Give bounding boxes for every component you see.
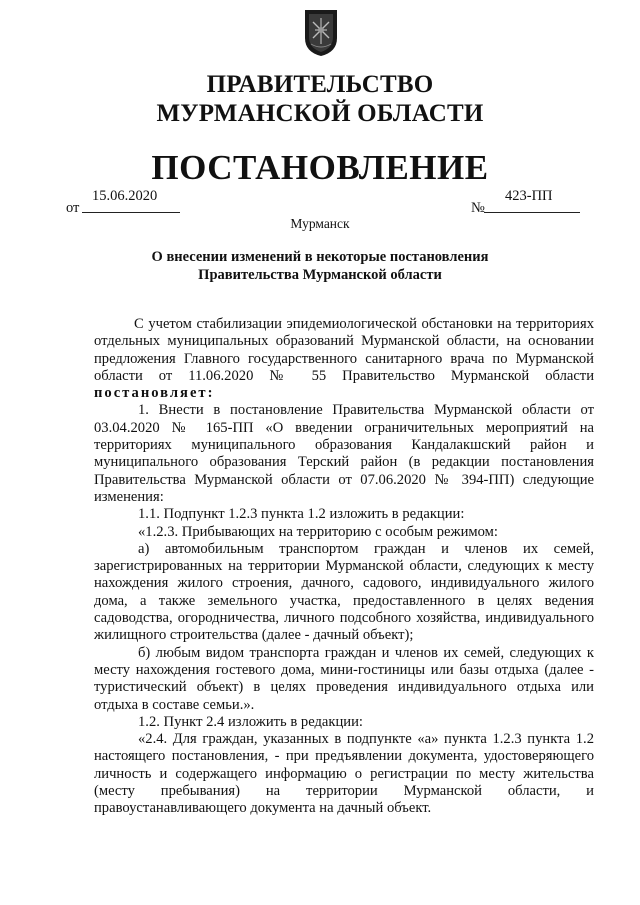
- paragraph-intro-text: С учетом стабилизации эпидемиологической обстановки на территориях отдельных муниципальных образований Мурманской области, на основании предложения Главного государственного санитарного врача по Мурманской области от 11.06.2020 № 55 Правительство Мурманской области: [94, 316, 594, 384]
- paragraph-item-1: 1. Внести в постановление Правительства Мурманской области от 03.04.2020 № 165-ПП «О введении ограничительных мероприятий на территориях муниципального образования Кандалакшский район и муниципального образования Терский район (в редакции постановления Правительства Мурманской области от 07.06.2020 № 394-ПП) следующие изменения:: [94, 402, 594, 505]
- decree-date: 15.06.2020: [92, 188, 158, 204]
- murmansk-coat-of-arms-icon: [303, 8, 339, 58]
- city-name: Мурманск: [290, 216, 350, 231]
- document-body: [94, 316, 594, 818]
- paragraph-item-a: а) автомобильным транспортом граждан и членов их семей, зарегистрированных на территории Мурманской области, следующих к месту нахождения жилого строения, дачного, садового, индивидуального жилого дома, а также земельного участка, предоставленного в целях ведения садоводства, огородничества, личного подсобного хозяйства, индивидуального жилищного строительства (далее - дачный объект);: [94, 540, 594, 644]
- resolves-word: постановляет:: [94, 385, 215, 402]
- subject-line2: Правительства Мурманской области: [198, 267, 442, 283]
- date-prefix: от: [66, 200, 80, 216]
- paragraph-item-2-4: «2.4. Для граждан, указанных в подпункте «а» пункта 1.2.3 пункта 1.2 настоящего постановления, - при предъявлении документа, удостоверяющего личность и содержащего информацию о регистрации по месту жительства (месту пребывания) на территории Мурманской области, и правоустанавливающего документа на дачный объект.: [94, 731, 594, 817]
- paragraph-item-1-1: 1.1. Подпункт 1.2.3 пункта 1.2 изложить в редакции:: [138, 506, 465, 523]
- paragraph-intro: [94, 316, 594, 402]
- date-underline: [82, 212, 180, 213]
- number-prefix: №: [471, 200, 485, 216]
- government-title-line2: МУРМАНСКОЙ ОБЛАСТИ: [156, 100, 484, 127]
- government-title-line1: ПРАВИТЕЛЬСТВО: [206, 71, 434, 98]
- subject-line1: О внесении изменений в некоторые постановления: [151, 249, 489, 265]
- document-type-title: ПОСТАНОВЛЕНИЕ: [151, 148, 489, 187]
- paragraph-item-1-2: 1.2. Пункт 2.4 изложить в редакции:: [138, 713, 363, 730]
- paragraph-item-b: б) любым видом транспорта граждан и членов их семей, следующих к месту нахождения гостевого дома, мини-гостиницы или базы отдыха (далее - туристический объект) в целях проведения индивидуального отдыха или отдыха в составе семьи.».: [94, 644, 594, 713]
- decree-number: 423-ПП: [505, 188, 553, 204]
- paragraph-item-1-2-3: «1.2.3. Прибывающих на территорию с особым режимом:: [138, 523, 498, 540]
- number-underline: [484, 212, 580, 213]
